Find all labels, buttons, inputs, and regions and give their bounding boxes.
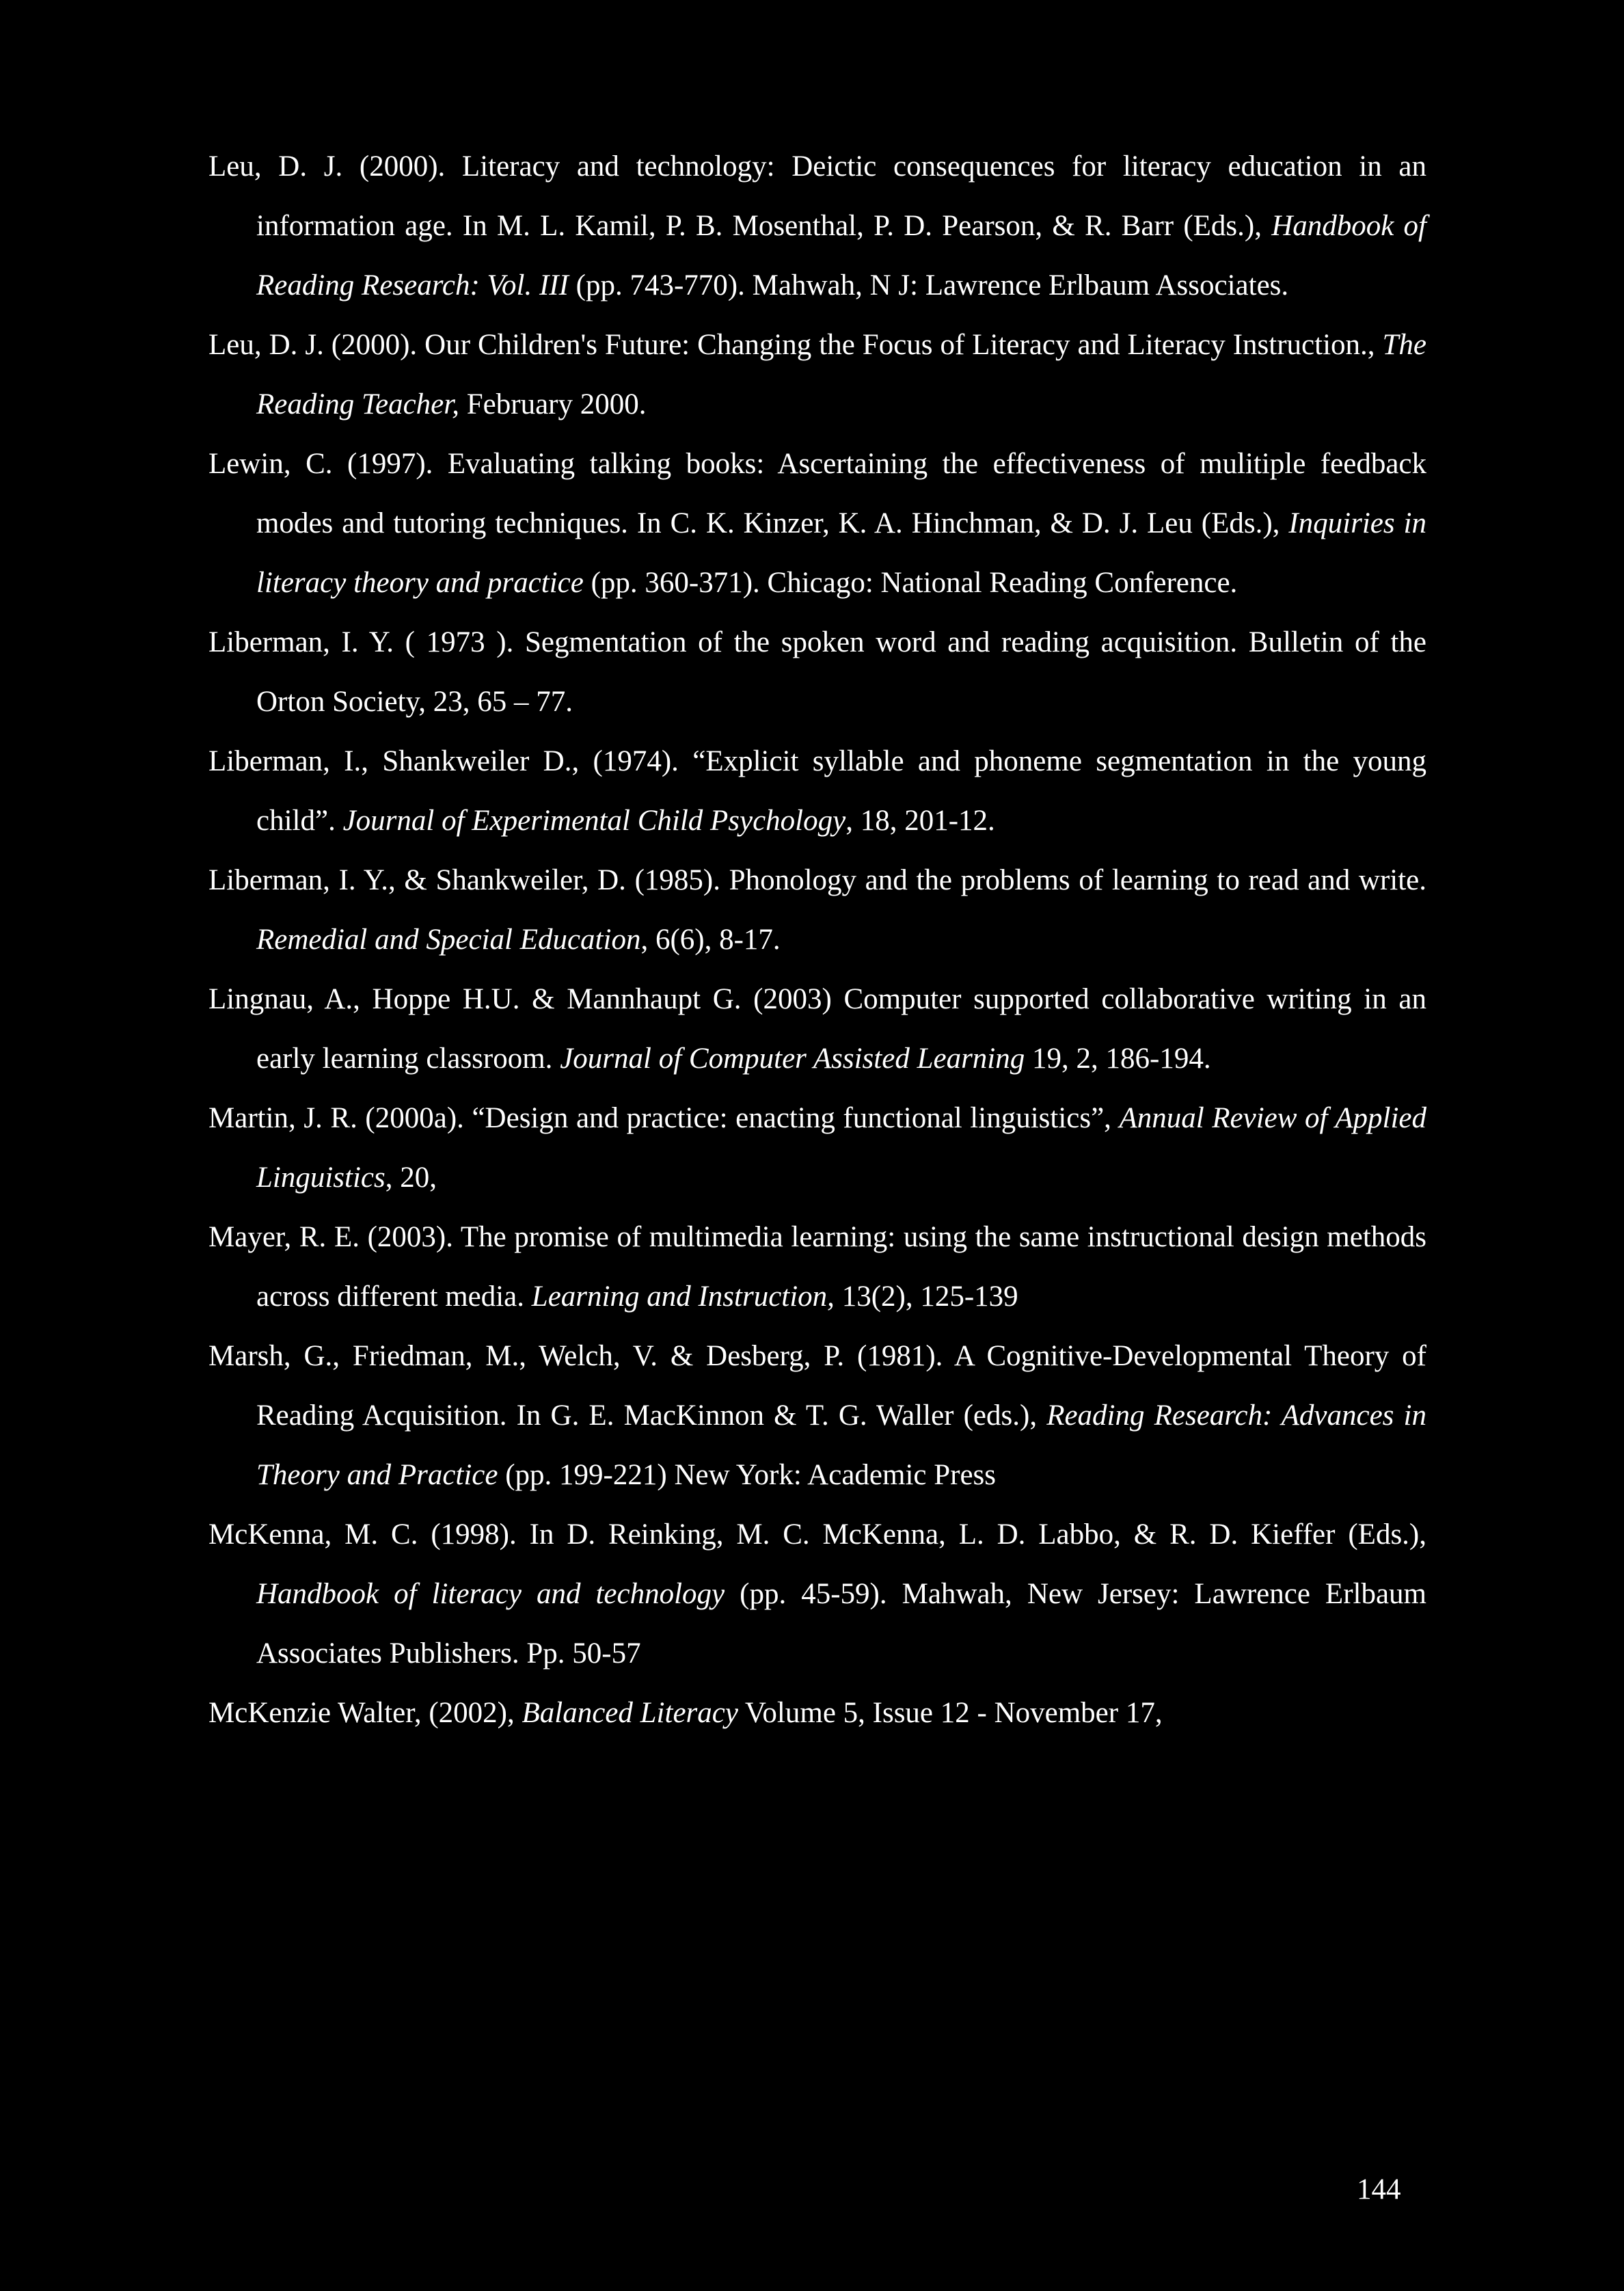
reference-entry: Leu, D. J. (2000). Literacy and technology: Deictic consequences for literacy education in an information age. In M. L. Kamil, P. B. Mosenthal, P. D. Pearson, & R. Barr (Eds.), Handbook of Reading Research: Vol. III (pp. 743-770). Mahwah, N J: Lawrence Erlbaum Associates.: [208, 150, 1426, 302]
reference-entry: McKenzie Walter, (2002), Balanced Literacy Volume 5, Issue 12 - November 17,: [208, 1697, 1163, 1729]
reference-entry: Lingnau, A., Hoppe H.U. & Mannhaupt G. (2003) Computer supported collaborative writing in an early learning classroom. Journal of Computer Assisted Learning 19, 2, 186-194.: [208, 983, 1426, 1075]
reference-entry: Lewin, C. (1997). Evaluating talking books: Ascertaining the effectiveness of mulitiple feedback modes and tutoring techniques. In C. K. Kinzer, K. A. Hinchman, & D. J. Leu (Eds.), Inquiries in literacy theory and practice (pp. 360-371). Chicago: National Reading Conference.: [208, 448, 1426, 599]
reference-entry: McKenna, M. C. (1998). In D. Reinking, M. C. McKenna, L. D. Labbo, & R. D. Kieffer (Eds.), Handbook of literacy and technology (pp. 45-59). Mahwah, New Jersey: Lawrence Erlbaum Associates Publishers. Pp. 50-57: [208, 1518, 1426, 1670]
reference-entry: Liberman, I. Y., & Shankweiler, D. (1985). Phonology and the problems of learning to read and write. Remedial and Special Education, 6(6), 8-17.: [208, 864, 1426, 956]
reference-entry: Martin, J. R. (2000a). “Design and practice: enacting functional linguistics”, Annual Review of Applied Linguistics, 20,: [208, 1102, 1426, 1194]
reference-entry: Mayer, R. E. (2003). The promise of multimedia learning: using the same instructional design methods across different media. Learning and Instruction, 13(2), 125-139: [208, 1221, 1426, 1313]
reference-entry: Marsh, G., Friedman, M., Welch, V. & Desberg, P. (1981). A Cognitive-Developmental Theory of Reading Acquisition. In G. E. MacKinnon & T. G. Waller (eds.), Reading Research: Advances in Theory and Practice (pp. 199-221) New York: Academic Press: [208, 1340, 1426, 1491]
reference-list: [208, 137, 1426, 1743]
reference-entry: Leu, D. J. (2000). Our Children's Future: Changing the Focus of Literacy and Literacy Instruction., The Reading Teacher, February 2000.: [208, 329, 1426, 420]
reference-entry: Liberman, I., Shankweiler D., (1974). “Explicit syllable and phoneme segmentation in the young child”. Journal of Experimental Child Psychology, 18, 201-12.: [208, 745, 1426, 837]
page-number: 144: [1357, 2173, 1401, 2206]
reference-entry: Liberman, I. Y. ( 1973 ). Segmentation of the spoken word and reading acquisition. Bulletin of the Orton Society, 23, 65 – 77.: [208, 626, 1426, 718]
